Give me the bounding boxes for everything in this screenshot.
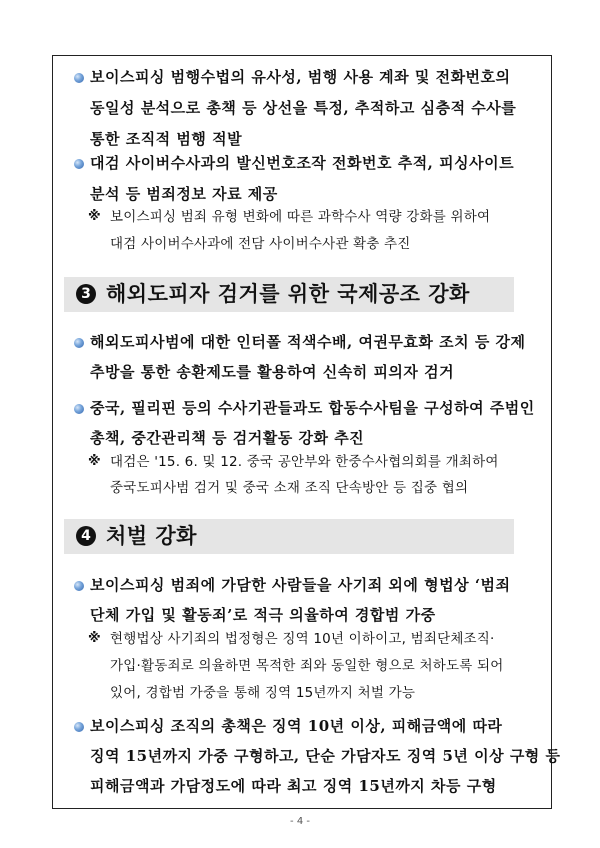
section-title: 해외도피자 검거를 위한 국제공조 강화 xyxy=(106,282,470,306)
blue-sphere-bullet-icon xyxy=(74,338,84,348)
reference-mark: ※ xyxy=(88,631,101,646)
blue-sphere-bullet-icon xyxy=(74,722,84,732)
text-line: 총책, 중간관리책 등 검거활동 강화 추진 xyxy=(90,429,365,447)
blue-sphere-bullet-icon xyxy=(74,73,84,83)
section-header-4 xyxy=(64,519,514,554)
note-line: 대검은 '15. 6. 및 12. 중국 공안부와 한중수사협의회를 개최하여 xyxy=(110,454,499,470)
text-line: 통한 조직적 범행 적발 xyxy=(90,130,243,148)
circled-number-3-icon: 3 xyxy=(76,284,96,304)
blue-sphere-bullet-icon xyxy=(74,581,84,591)
blue-sphere-bullet-icon xyxy=(74,404,84,414)
section-title: 처벌 강화 xyxy=(106,524,197,548)
text-line: 보이스피싱 범죄에 가담한 사람들을 사기죄 외에 형법상 ‘범죄 xyxy=(90,576,511,594)
section-header-3 xyxy=(64,277,514,312)
note-line: 현행법상 사기죄의 법정형은 징역 10년 이하이고, 범죄단체조직· xyxy=(110,631,495,647)
text-line: 징역 15년까지 가중 구형하고, 단순 가담자도 징역 5년 이상 구형 등 xyxy=(90,747,561,765)
text-line: 분석 등 범죄정보 자료 제공 xyxy=(90,185,278,203)
reference-mark: ※ xyxy=(88,454,101,469)
text-line: 대검 사이버수사과의 발신번호조작 전화번호 추적, 피싱사이트 xyxy=(90,154,515,172)
page-number: - 4 - xyxy=(290,816,310,827)
note-line: 중국도피사범 검거 및 중국 소재 조직 단속방안 등 집중 협의 xyxy=(110,480,469,496)
circled-number-4-icon: 4 xyxy=(76,526,96,546)
note-line: 있어, 경합범 가중을 통해 징역 15년까지 처벌 가능 xyxy=(110,685,416,701)
text-line: 보이스피싱 범행수법의 유사성, 범행 사용 계좌 및 전화번호의 xyxy=(90,68,511,86)
text-line: 동일성 분석으로 총책 등 상선을 특정, 추적하고 심층적 수사를 xyxy=(90,99,517,117)
text-line: 단체 가입 및 활동죄’로 적극 의율하여 경합범 가중 xyxy=(90,606,436,624)
text-line: 추방을 통한 송환제도를 활용하여 신속히 피의자 검거 xyxy=(90,363,455,381)
text-line: 중국, 필리핀 등의 수사기관들과도 합동수사팀을 구성하여 주범인 xyxy=(90,399,535,417)
note-line: 가입·활동죄로 의율하면 목적한 죄와 동일한 형으로 처하도록 되어 xyxy=(110,658,504,674)
note-line: 보이스피싱 범죄 유형 변화에 따른 과학수사 역량 강화를 위하여 xyxy=(110,209,491,225)
text-line: 피해금액과 가담정도에 따라 최고 징역 15년까지 차등 구형 xyxy=(90,777,497,795)
blue-sphere-bullet-icon xyxy=(74,159,84,169)
reference-mark: ※ xyxy=(88,209,101,224)
text-line: 보이스피싱 조직의 총책은 징역 10년 이상, 피해금액에 따라 xyxy=(90,717,503,735)
note-line: 대검 사이버수사과에 전담 사이버수사관 확충 추진 xyxy=(110,236,411,252)
text-line: 해외도피사범에 대한 인터폴 적색수배, 여권무효화 조치 등 강제 xyxy=(90,333,526,351)
